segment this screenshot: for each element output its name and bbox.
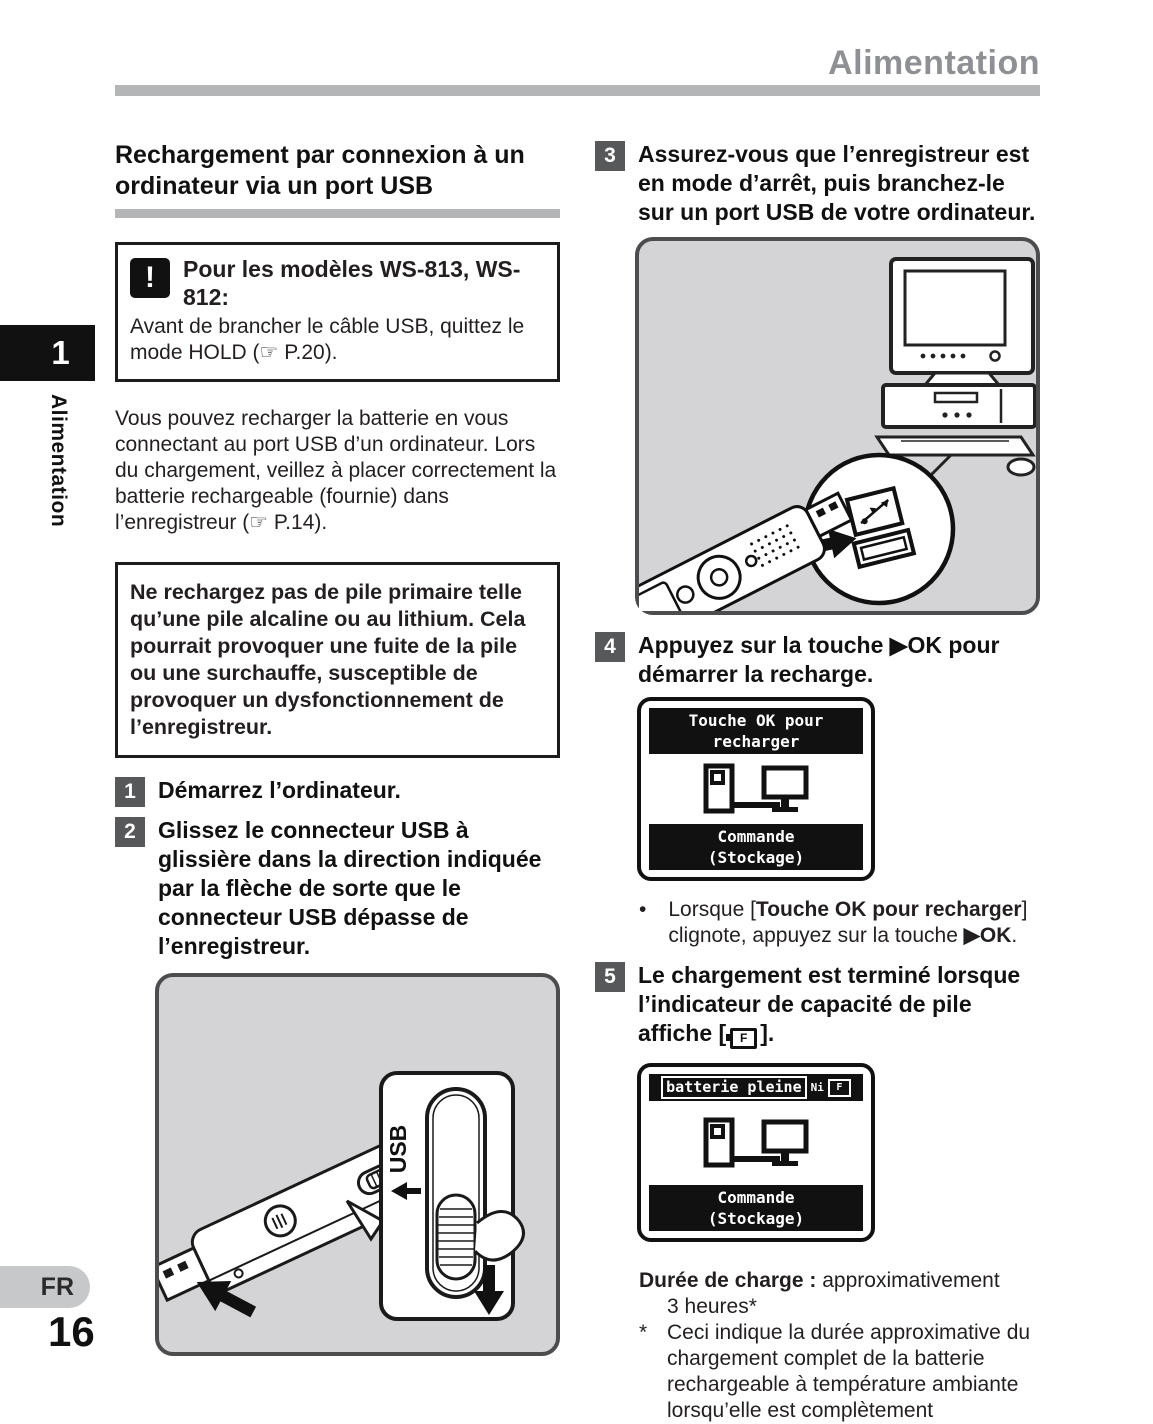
chapter-vertical-label: Alimentation: [47, 394, 70, 528]
bullet-prefix: Lorsque [: [668, 898, 756, 921]
step-2: [115, 816, 560, 961]
page-number: 16: [48, 1308, 95, 1355]
bullet-text: [668, 897, 1040, 949]
battery-full-icon: F: [730, 1028, 757, 1049]
left-column: [115, 140, 560, 1356]
bullet-bold2: ▶OK: [963, 924, 1012, 947]
lcd1-bottom-line1: Commande: [717, 827, 795, 846]
slider-inset-panel: [381, 1073, 524, 1319]
step-5-text: [638, 961, 1040, 1049]
warning-text: Ne rechargez pas de pile primaire telle qu’une pile alcaline ou au lithium. Cela pourrait provoquer une fuite de la pile ou une surchauffe, susceptible de provoquer un dysfonctionnement de l’enregistreur.: [130, 580, 526, 739]
footnote: [639, 1320, 1040, 1424]
lcd2-bottom-band: [649, 1185, 863, 1231]
lcd2-chemistry: Ni: [810, 1081, 824, 1094]
lcd1-bottom-line2: (Stockage): [707, 848, 805, 867]
step-2-text: Glissez le connecteur USB à glissière dans la direction indiquée par la flèche de sorte que le connecteur USB dépasse de l’enregistreur.: [158, 817, 542, 959]
computer-connection-illustration: [635, 237, 1040, 615]
lcd2-top-band: [649, 1074, 863, 1101]
step-3-text: Assurez-vous que l’enregistreur est en mode d’arrêt, puis branchez-le sur un port USB de votre ordinateur.: [638, 141, 1036, 225]
section-title-rule: [115, 209, 560, 218]
header-rule: [115, 85, 1040, 96]
chapter-number: 1: [51, 334, 70, 371]
exclamation-icon: !: [130, 258, 170, 298]
recorder-slider-illustration: [155, 973, 560, 1356]
lcd2-bottom-line2: (Stockage): [707, 1209, 805, 1228]
right-column: [595, 140, 1040, 1424]
lcd-screen-charge-prompt: [637, 697, 875, 881]
bullet-marker: •: [639, 898, 647, 921]
lcd1-top-line1: Touche OK pour: [688, 711, 824, 730]
note-bullet: [639, 897, 1040, 949]
chapter-tab: [0, 325, 95, 381]
step-5-number: 5: [595, 962, 625, 992]
computer-connection-drawing: [639, 241, 1036, 611]
duration-line2: 3 heures*: [667, 1295, 757, 1318]
step-1-number: 1: [115, 777, 145, 807]
bullet-middle: ] clignote, appuyez sur la touche: [668, 898, 1028, 947]
lcd1-top-line2: recharger: [712, 732, 800, 751]
step-4-number: 4: [595, 632, 625, 662]
section-title: Rechargement par connexion à un ordinateur via un port USB: [115, 141, 525, 200]
step-5-text-before: Le chargement est terminé lorsque l’indicateur de capacité de pile affiche [: [638, 962, 1021, 1046]
step-3: [595, 140, 1040, 227]
bullet-bold1: Touche OK pour recharger: [755, 898, 1022, 921]
pc-link-icon: [702, 1117, 810, 1169]
lcd1-bottom-band: [649, 824, 863, 870]
step-1-text: Démarrez l’ordinateur.: [158, 777, 401, 803]
note-title: Pour les modèles WS-813, WS-812:: [183, 256, 521, 310]
recorder-slider-drawing: [159, 977, 556, 1352]
lcd1-top-band: [649, 708, 863, 754]
step-4-text: Appuyez sur la touche ▶OK pour démarrer la recharge.: [638, 632, 1000, 687]
page-header-title: Alimentation: [828, 44, 1040, 82]
duration-line1: [639, 1268, 1040, 1294]
warning-box: [115, 562, 560, 758]
note-body: Avant de brancher le câble USB, quittez le mode HOLD (☞ P.20).: [130, 315, 525, 364]
lcd2-status: batterie pleine: [661, 1076, 806, 1099]
intro-paragraph: Vous pouvez recharger la batterie en vous connectant au port USB d’un ordinateur. Lors du chargement, veillez à placer correctement la batterie rechargeable (fournie) dans l’enregistreur (☞ P.14).: [115, 407, 557, 534]
model-note-box: [115, 242, 560, 382]
bullet-suffix: .: [1011, 924, 1018, 947]
language-badge-label: FR: [40, 1272, 74, 1301]
step-5-text-after: ].: [760, 1020, 775, 1046]
footnote-text: Ceci indique la durée approximative du chargement complet de la batterie rechargeable à température ambiante lorsqu’elle est complètement: [667, 1321, 1031, 1422]
pc-link-icon: [702, 763, 810, 815]
usb-label: USB: [385, 1124, 411, 1174]
language-badge: [0, 1266, 90, 1308]
charge-duration: [639, 1268, 1040, 1424]
duration-label: Durée de charge :: [639, 1269, 817, 1292]
lcd2-bottom-line1: Commande: [717, 1188, 795, 1207]
step-2-number: 2: [115, 817, 145, 847]
footnote-marker: *: [639, 1321, 648, 1344]
step-1: [115, 776, 560, 807]
step-3-number: 3: [595, 141, 625, 171]
lcd2-battery-icon: F: [828, 1079, 851, 1097]
step-5: [595, 961, 1040, 1049]
step-4: [595, 631, 1040, 689]
lcd-screen-battery-full: [637, 1063, 875, 1242]
duration-value: approximativement: [816, 1269, 1000, 1292]
